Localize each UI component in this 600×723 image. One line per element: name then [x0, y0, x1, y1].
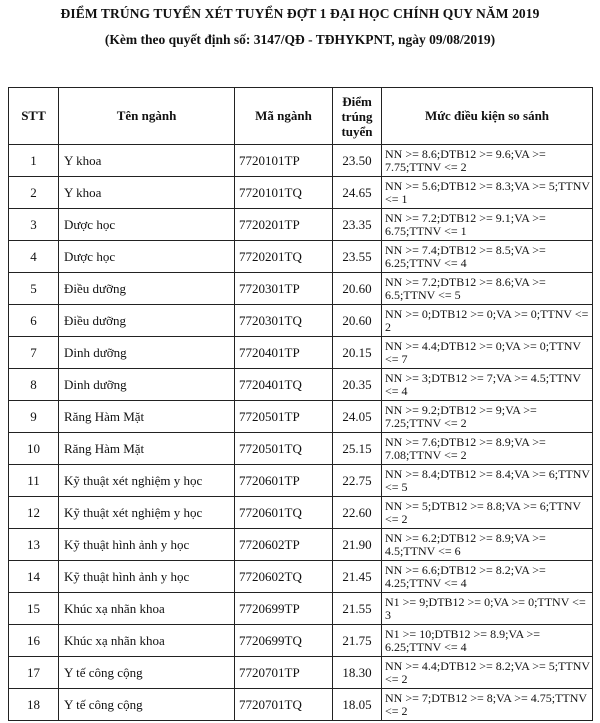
row-stt: 2	[9, 177, 59, 209]
table-row	[9, 401, 593, 433]
major-code: 7720601TQ	[235, 497, 333, 529]
table-row	[9, 209, 593, 241]
admission-score: 24.05	[333, 401, 382, 433]
comparison-condition: NN >= 3;DTB12 >= 7;VA >= 4.5;TTNV <= 4	[382, 369, 593, 401]
comparison-condition: NN >= 7.2;DTB12 >= 8.6;VA >= 6.5;TTNV <= 5	[382, 273, 593, 305]
major-code: 7720701TQ	[235, 689, 333, 721]
row-stt: 15	[9, 593, 59, 625]
major-code: 7720699TQ	[235, 625, 333, 657]
major-code: 7720401TQ	[235, 369, 333, 401]
admission-score: 18.05	[333, 689, 382, 721]
major-name: Răng Hàm Mặt	[59, 433, 235, 465]
admission-score: 18.30	[333, 657, 382, 689]
major-name: Dinh dưỡng	[59, 337, 235, 369]
comparison-condition: NN >= 7.2;DTB12 >= 9.1;VA >= 6.75;TTNV <= 1	[382, 209, 593, 241]
major-code: 7720201TQ	[235, 241, 333, 273]
table-row	[9, 529, 593, 561]
table-row	[9, 241, 593, 273]
comparison-condition: NN >= 4.4;DTB12 >= 8.2;VA >= 5;TTNV <= 2	[382, 657, 593, 689]
document-title: ĐIỂM TRÚNG TUYỂN XÉT TUYỂN ĐỢT 1 ĐẠI HỌC CHÍNH QUY NĂM 2019	[60, 6, 540, 21]
table-row	[9, 273, 593, 305]
table-row	[9, 561, 593, 593]
major-name: Khúc xạ nhãn khoa	[59, 593, 235, 625]
table-row	[9, 337, 593, 369]
major-code: 7720501TP	[235, 401, 333, 433]
major-code: 7720601TP	[235, 465, 333, 497]
major-code: 7720301TP	[235, 273, 333, 305]
admission-score: 20.35	[333, 369, 382, 401]
admission-score: 21.90	[333, 529, 382, 561]
major-name: Y tế công cộng	[59, 689, 235, 721]
major-code: 7720602TQ	[235, 561, 333, 593]
table-row	[9, 689, 593, 721]
table-body	[9, 145, 593, 721]
major-name: Dược học	[59, 241, 235, 273]
table-row	[9, 657, 593, 689]
comparison-condition: NN >= 7.6;DTB12 >= 8.9;VA >= 7.08;TTNV <= 2	[382, 433, 593, 465]
major-name: Y khoa	[59, 177, 235, 209]
row-stt: 4	[9, 241, 59, 273]
major-name: Kỹ thuật xét nghiệm y học	[59, 497, 235, 529]
comparison-condition: NN >= 9.2;DTB12 >= 9;VA >= 7.25;TTNV <= 2	[382, 401, 593, 433]
row-stt: 3	[9, 209, 59, 241]
table-row	[9, 177, 593, 209]
table-row	[9, 497, 593, 529]
header-score-line: Điểm	[342, 93, 372, 109]
row-stt: 13	[9, 529, 59, 561]
row-stt: 16	[9, 625, 59, 657]
major-name: Dược học	[59, 209, 235, 241]
comparison-condition: NN >= 7.4;DTB12 >= 8.5;VA >= 6.25;TTNV <= 4	[382, 241, 593, 273]
comparison-condition: NN >= 6.2;DTB12 >= 8.9;VA >= 4.5;TTNV <= 6	[382, 529, 593, 561]
table-row	[9, 369, 593, 401]
major-code: 7720602TP	[235, 529, 333, 561]
admission-score: 21.45	[333, 561, 382, 593]
admission-score: 23.35	[333, 209, 382, 241]
header-score-line: trúng	[341, 108, 373, 124]
header-score-line: tuyển	[341, 123, 373, 139]
admission-score: 21.55	[333, 593, 382, 625]
comparison-condition: NN >= 8.4;DTB12 >= 8.4;VA >= 6;TTNV <= 5	[382, 465, 593, 497]
table-row	[9, 593, 593, 625]
header-condition: Mức điều kiện so sánh	[382, 88, 593, 145]
major-name: Dinh dưỡng	[59, 369, 235, 401]
major-name: Kỹ thuật hình ảnh y học	[59, 561, 235, 593]
admission-score: 22.60	[333, 497, 382, 529]
major-name: Y khoa	[59, 145, 235, 177]
table-row	[9, 305, 593, 337]
row-stt: 14	[9, 561, 59, 593]
comparison-condition: NN >= 6.6;DTB12 >= 8.2;VA >= 4.25;TTNV <= 4	[382, 561, 593, 593]
admission-score: 23.55	[333, 241, 382, 273]
admission-score: 20.15	[333, 337, 382, 369]
major-code: 7720101TP	[235, 145, 333, 177]
table-row	[9, 465, 593, 497]
comparison-condition: NN >= 8.6;DTB12 >= 9.6;VA >= 7.75;TTNV <= 2	[382, 145, 593, 177]
admission-score: 23.50	[333, 145, 382, 177]
major-code: 7720201TP	[235, 209, 333, 241]
table-header-row	[9, 88, 593, 145]
major-code: 7720501TQ	[235, 433, 333, 465]
comparison-condition: NN >= 5.6;DTB12 >= 8.3;VA >= 5;TTNV <= 1	[382, 177, 593, 209]
row-stt: 8	[9, 369, 59, 401]
major-name: Răng Hàm Mặt	[59, 401, 235, 433]
admission-score: 20.60	[333, 305, 382, 337]
major-name: Kỹ thuật hình ảnh y học	[59, 529, 235, 561]
row-stt: 5	[9, 273, 59, 305]
major-code: 7720699TP	[235, 593, 333, 625]
comparison-condition: N1 >= 9;DTB12 >= 0;VA >= 0;TTNV <= 3	[382, 593, 593, 625]
row-stt: 17	[9, 657, 59, 689]
row-stt: 10	[9, 433, 59, 465]
row-stt: 7	[9, 337, 59, 369]
table-row	[9, 145, 593, 177]
major-name: Điều dưỡng	[59, 273, 235, 305]
admission-score: 25.15	[333, 433, 382, 465]
table-row	[9, 433, 593, 465]
comparison-condition: N1 >= 10;DTB12 >= 8.9;VA >= 6.25;TTNV <= 4	[382, 625, 593, 657]
major-name: Khúc xạ nhãn khoa	[59, 625, 235, 657]
admission-score-table	[8, 87, 593, 721]
header-score	[333, 88, 382, 145]
major-code: 7720701TP	[235, 657, 333, 689]
admission-score: 21.75	[333, 625, 382, 657]
row-stt: 12	[9, 497, 59, 529]
comparison-condition: NN >= 5;DTB12 >= 8.8;VA >= 6;TTNV <= 2	[382, 497, 593, 529]
comparison-condition: NN >= 0;DTB12 >= 0;VA >= 0;TTNV <= 2	[382, 305, 593, 337]
admission-score: 24.65	[333, 177, 382, 209]
major-name: Y tế công cộng	[59, 657, 235, 689]
comparison-condition: NN >= 4.4;DTB12 >= 0;VA >= 0;TTNV <= 7	[382, 337, 593, 369]
header-code: Mã ngành	[235, 88, 333, 145]
admission-score: 22.75	[333, 465, 382, 497]
major-code: 7720301TQ	[235, 305, 333, 337]
document-subtitle: (Kèm theo quyết định số: 3147/QĐ - TĐHYKPNT, ngày 09/08/2019)	[104, 32, 496, 47]
major-code: 7720401TP	[235, 337, 333, 369]
major-code: 7720101TQ	[235, 177, 333, 209]
major-name: Kỹ thuật xét nghiệm y học	[59, 465, 235, 497]
table-row	[9, 625, 593, 657]
admission-score: 20.60	[333, 273, 382, 305]
row-stt: 9	[9, 401, 59, 433]
header-stt: STT	[9, 88, 59, 145]
row-stt: 18	[9, 689, 59, 721]
header-name: Tên ngành	[59, 88, 235, 145]
row-stt: 1	[9, 145, 59, 177]
major-name: Điều dưỡng	[59, 305, 235, 337]
row-stt: 6	[9, 305, 59, 337]
comparison-condition: NN >= 7;DTB12 >= 8;VA >= 4.75;TTNV <= 2	[382, 689, 593, 721]
row-stt: 11	[9, 465, 59, 497]
